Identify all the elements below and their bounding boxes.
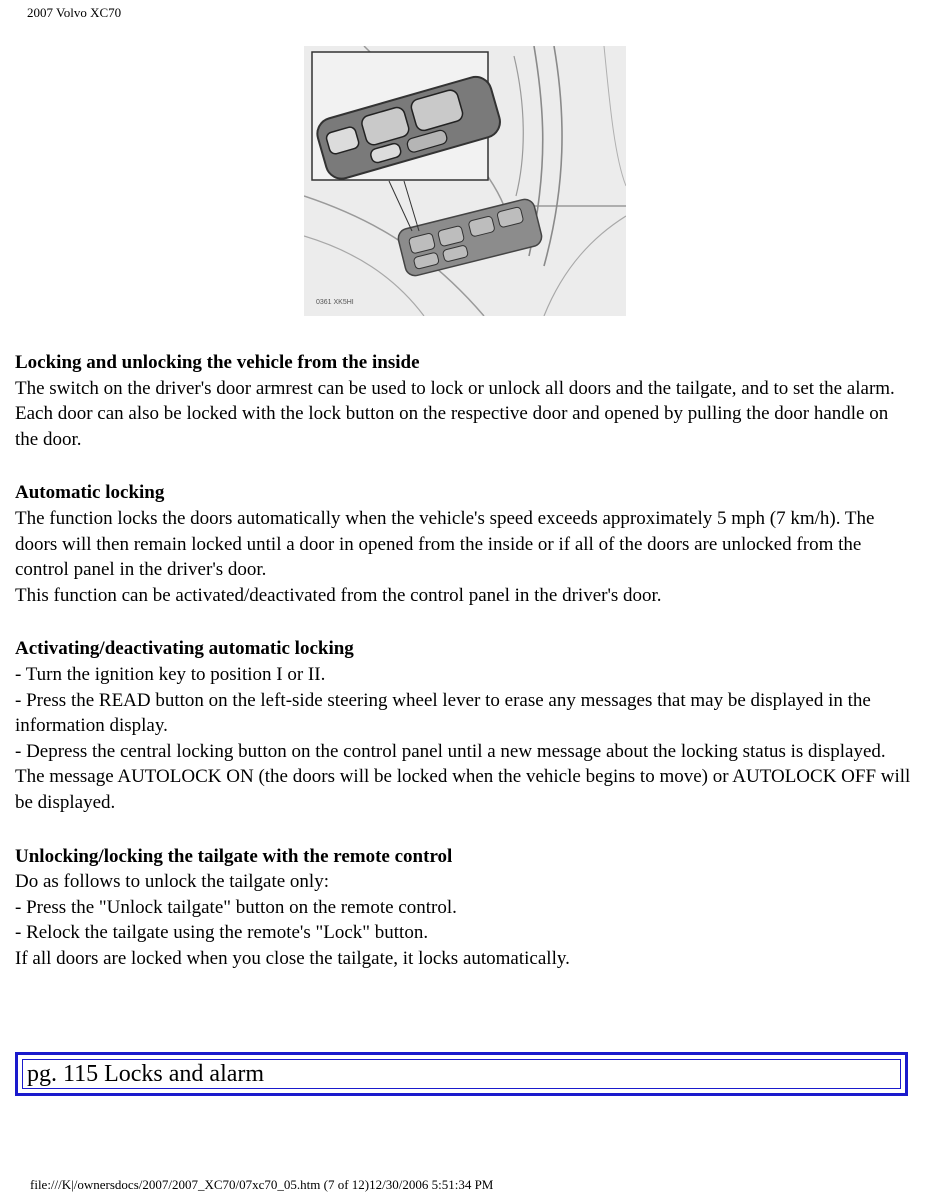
section-paragraph: Each door can also be locked with the lock button on the respective door and opened by pulling the door handle on the door. [15,403,889,450]
section-paragraph: - Press the READ button on the left-side steering wheel lever to erase any messages that may be displayed in the information display. [15,689,871,737]
section-paragraph: - Depress the central locking button on the control panel until a new message about the locking status is displayed. [15,740,886,762]
section-paragraph: - Press the "Unlock tailgate" button on the remote control. [15,896,457,918]
document-header: 2007 Volvo XC70 [27,5,122,20]
door-control-panel-illustration [304,46,626,316]
section-paragraph: The function locks the doors automatically when the vehicle's speed exceeds approximately 5 mph (7 km/h). The doors will then remain locked until a door in opened from the inside or if all of the doors are unlocked from the control panel in the driver's door. [15,507,875,581]
section-locking-inside [15,350,915,452]
section-paragraph: If all doors are locked when you close the tailgate, it locks automatically. [15,947,570,969]
section-paragraph: This function can be activated/deactivated from the control panel in the driver's door. [15,584,662,606]
page-label-box [15,1052,908,1096]
section-tailgate-remote [15,844,915,972]
main-content [15,350,915,999]
section-heading: Automatic locking [15,482,165,504]
section-paragraph: - Turn the ignition key to position I or II. [15,663,326,685]
section-heading: Locking and unlocking the vehicle from the inside [15,352,420,373]
page-label: pg. 115 Locks and alarm [22,1059,901,1089]
section-paragraph: Do as follows to unlock the tailgate only: [15,871,329,893]
section-heading: Activating/deactivating automatic locking [15,638,354,660]
section-paragraph: The message AUTOLOCK ON (the doors will be locked when the vehicle begins to move) or AUTOLOCK OFF will be displayed. [15,766,911,813]
section-paragraph: The switch on the driver's door armrest can be used to lock or unlock all doors and the tailgate, and to set the alarm. [15,377,895,399]
section-paragraph: - Relock the tailgate using the remote's "Lock" button. [15,922,429,944]
section-activating-autolock [15,636,915,815]
section-automatic-locking [15,480,915,608]
document-footer-path: file:///K|/ownersdocs/2007/2007_XC70/07xc70_05.htm (7 of 12)12/30/2006 5:51:34 PM [30,1177,494,1192]
section-heading: Unlocking/locking the tailgate with the remote control [15,845,453,867]
figure-code: 0361 XK5HI [316,299,354,306]
